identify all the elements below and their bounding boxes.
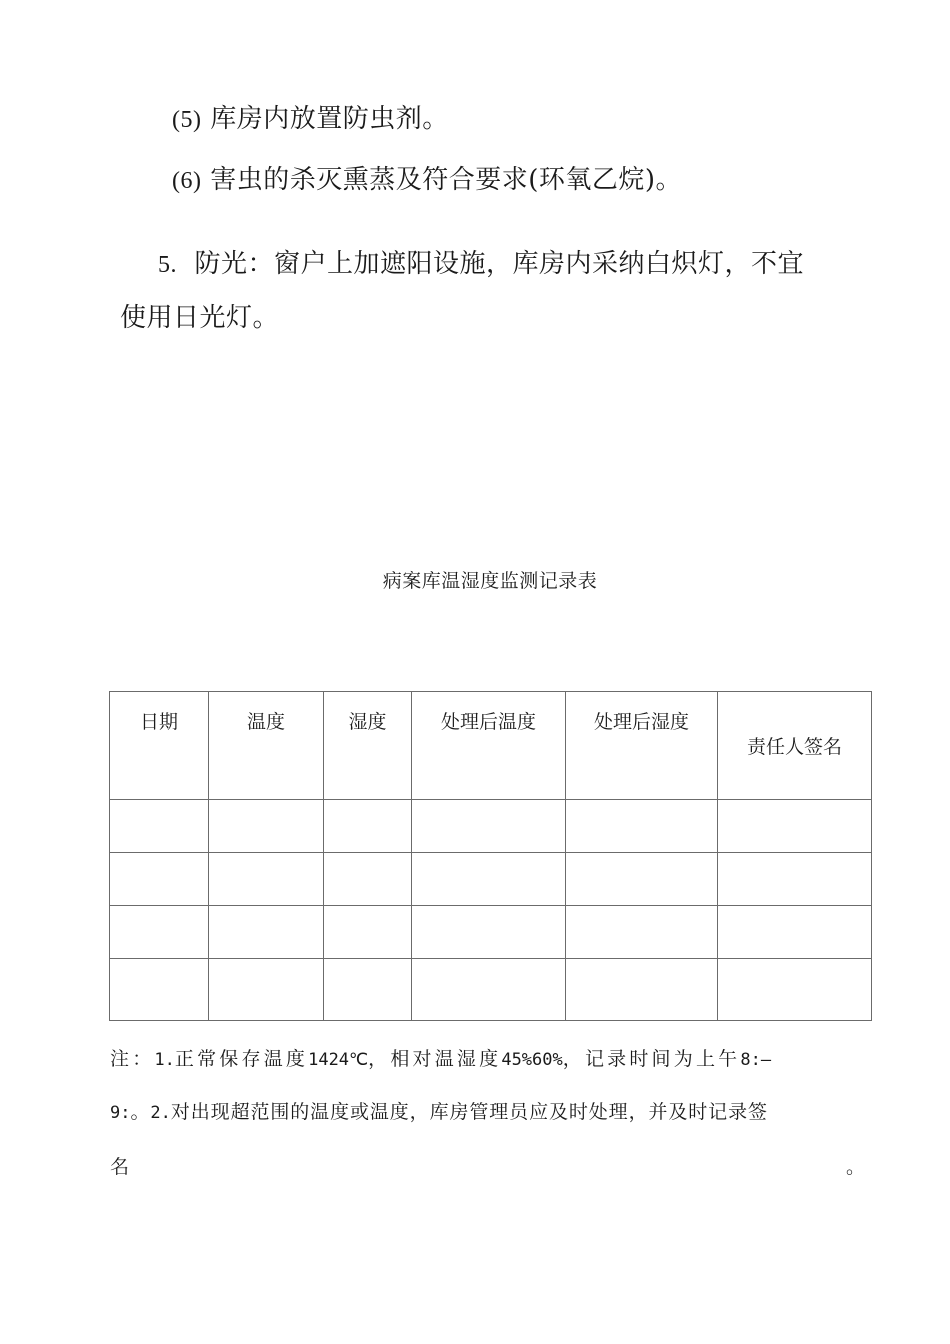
table-cell bbox=[718, 800, 872, 853]
table-cell bbox=[566, 959, 718, 1021]
note-text: 对出现超范围的温度或温度，库房管理员应及时处理，并及时记录签 bbox=[170, 1101, 768, 1123]
table-row bbox=[110, 906, 872, 959]
note-humidity-value: 45%60% bbox=[501, 1050, 563, 1070]
note-text: ，记录时间为上午 bbox=[562, 1048, 741, 1070]
section-5-line-1 bbox=[158, 247, 804, 282]
list-item-6 bbox=[172, 163, 682, 198]
table-cell bbox=[324, 959, 412, 1021]
table-cell bbox=[566, 800, 718, 853]
table-cell bbox=[718, 906, 872, 959]
note-number: 1. bbox=[154, 1050, 175, 1070]
table-header-row bbox=[110, 692, 872, 800]
table-cell bbox=[412, 959, 566, 1021]
note-line-1 bbox=[110, 1047, 771, 1072]
section-text: 防光：窗户上加遮阳设施，库房内采纳白炽灯，不宜 bbox=[194, 249, 805, 279]
list-item-text: 库房内放置防虫剂。 bbox=[210, 104, 449, 134]
note-number: 2. bbox=[150, 1103, 171, 1123]
note-time-value: 9: bbox=[110, 1103, 131, 1123]
note-line-2 bbox=[110, 1100, 768, 1125]
table-caption: 病案库温湿度监测记录表 bbox=[382, 570, 598, 592]
table-row bbox=[110, 853, 872, 906]
table-cell bbox=[324, 800, 412, 853]
note-text: ，相对温湿度 bbox=[368, 1048, 502, 1070]
note-end-mark: 。 bbox=[846, 1156, 866, 1178]
list-item-text: 害虫的杀灭熏蒸及符合要求(环氧乙烷)。 bbox=[210, 165, 683, 195]
section-text: 使用日光灯。 bbox=[120, 303, 280, 333]
table-row bbox=[110, 800, 872, 853]
list-item-5 bbox=[172, 102, 449, 137]
header-temperature: 温度 bbox=[209, 692, 324, 800]
header-treated-temperature: 处理后温度 bbox=[412, 692, 566, 800]
table-cell bbox=[718, 959, 872, 1021]
table-cell bbox=[209, 800, 324, 853]
table-cell bbox=[566, 853, 718, 906]
table-cell bbox=[110, 853, 209, 906]
header-treated-humidity: 处理后湿度 bbox=[566, 692, 718, 800]
note-time-value: 8:— bbox=[740, 1050, 772, 1070]
table-cell bbox=[412, 906, 566, 959]
monitoring-log-table bbox=[109, 691, 872, 1021]
table-cell bbox=[412, 853, 566, 906]
table-row bbox=[110, 959, 872, 1021]
note-label: 注： bbox=[110, 1048, 155, 1070]
note-line-3: 名 bbox=[110, 1156, 130, 1178]
table-cell bbox=[209, 959, 324, 1021]
list-item-number: (5) bbox=[172, 107, 202, 133]
note-temperature-value: 1424℃ bbox=[308, 1050, 369, 1070]
table-cell bbox=[110, 906, 209, 959]
header-responsible-signature: 责任人签名 bbox=[718, 692, 872, 800]
table-cell bbox=[209, 853, 324, 906]
header-humidity: 湿度 bbox=[324, 692, 412, 800]
note-text: 正常保存温度 bbox=[174, 1048, 309, 1070]
table-cell bbox=[324, 853, 412, 906]
table-cell bbox=[209, 906, 324, 959]
header-date: 日期 bbox=[110, 692, 209, 800]
table-cell bbox=[110, 959, 209, 1021]
table-cell bbox=[324, 906, 412, 959]
table-cell bbox=[110, 800, 209, 853]
section-number: 5. bbox=[158, 252, 177, 278]
table-cell bbox=[718, 853, 872, 906]
list-item-number: (6) bbox=[172, 168, 202, 194]
section-5-line-2 bbox=[120, 301, 279, 335]
table-cell bbox=[566, 906, 718, 959]
note-text: 。 bbox=[130, 1101, 151, 1123]
table-cell bbox=[412, 800, 566, 853]
